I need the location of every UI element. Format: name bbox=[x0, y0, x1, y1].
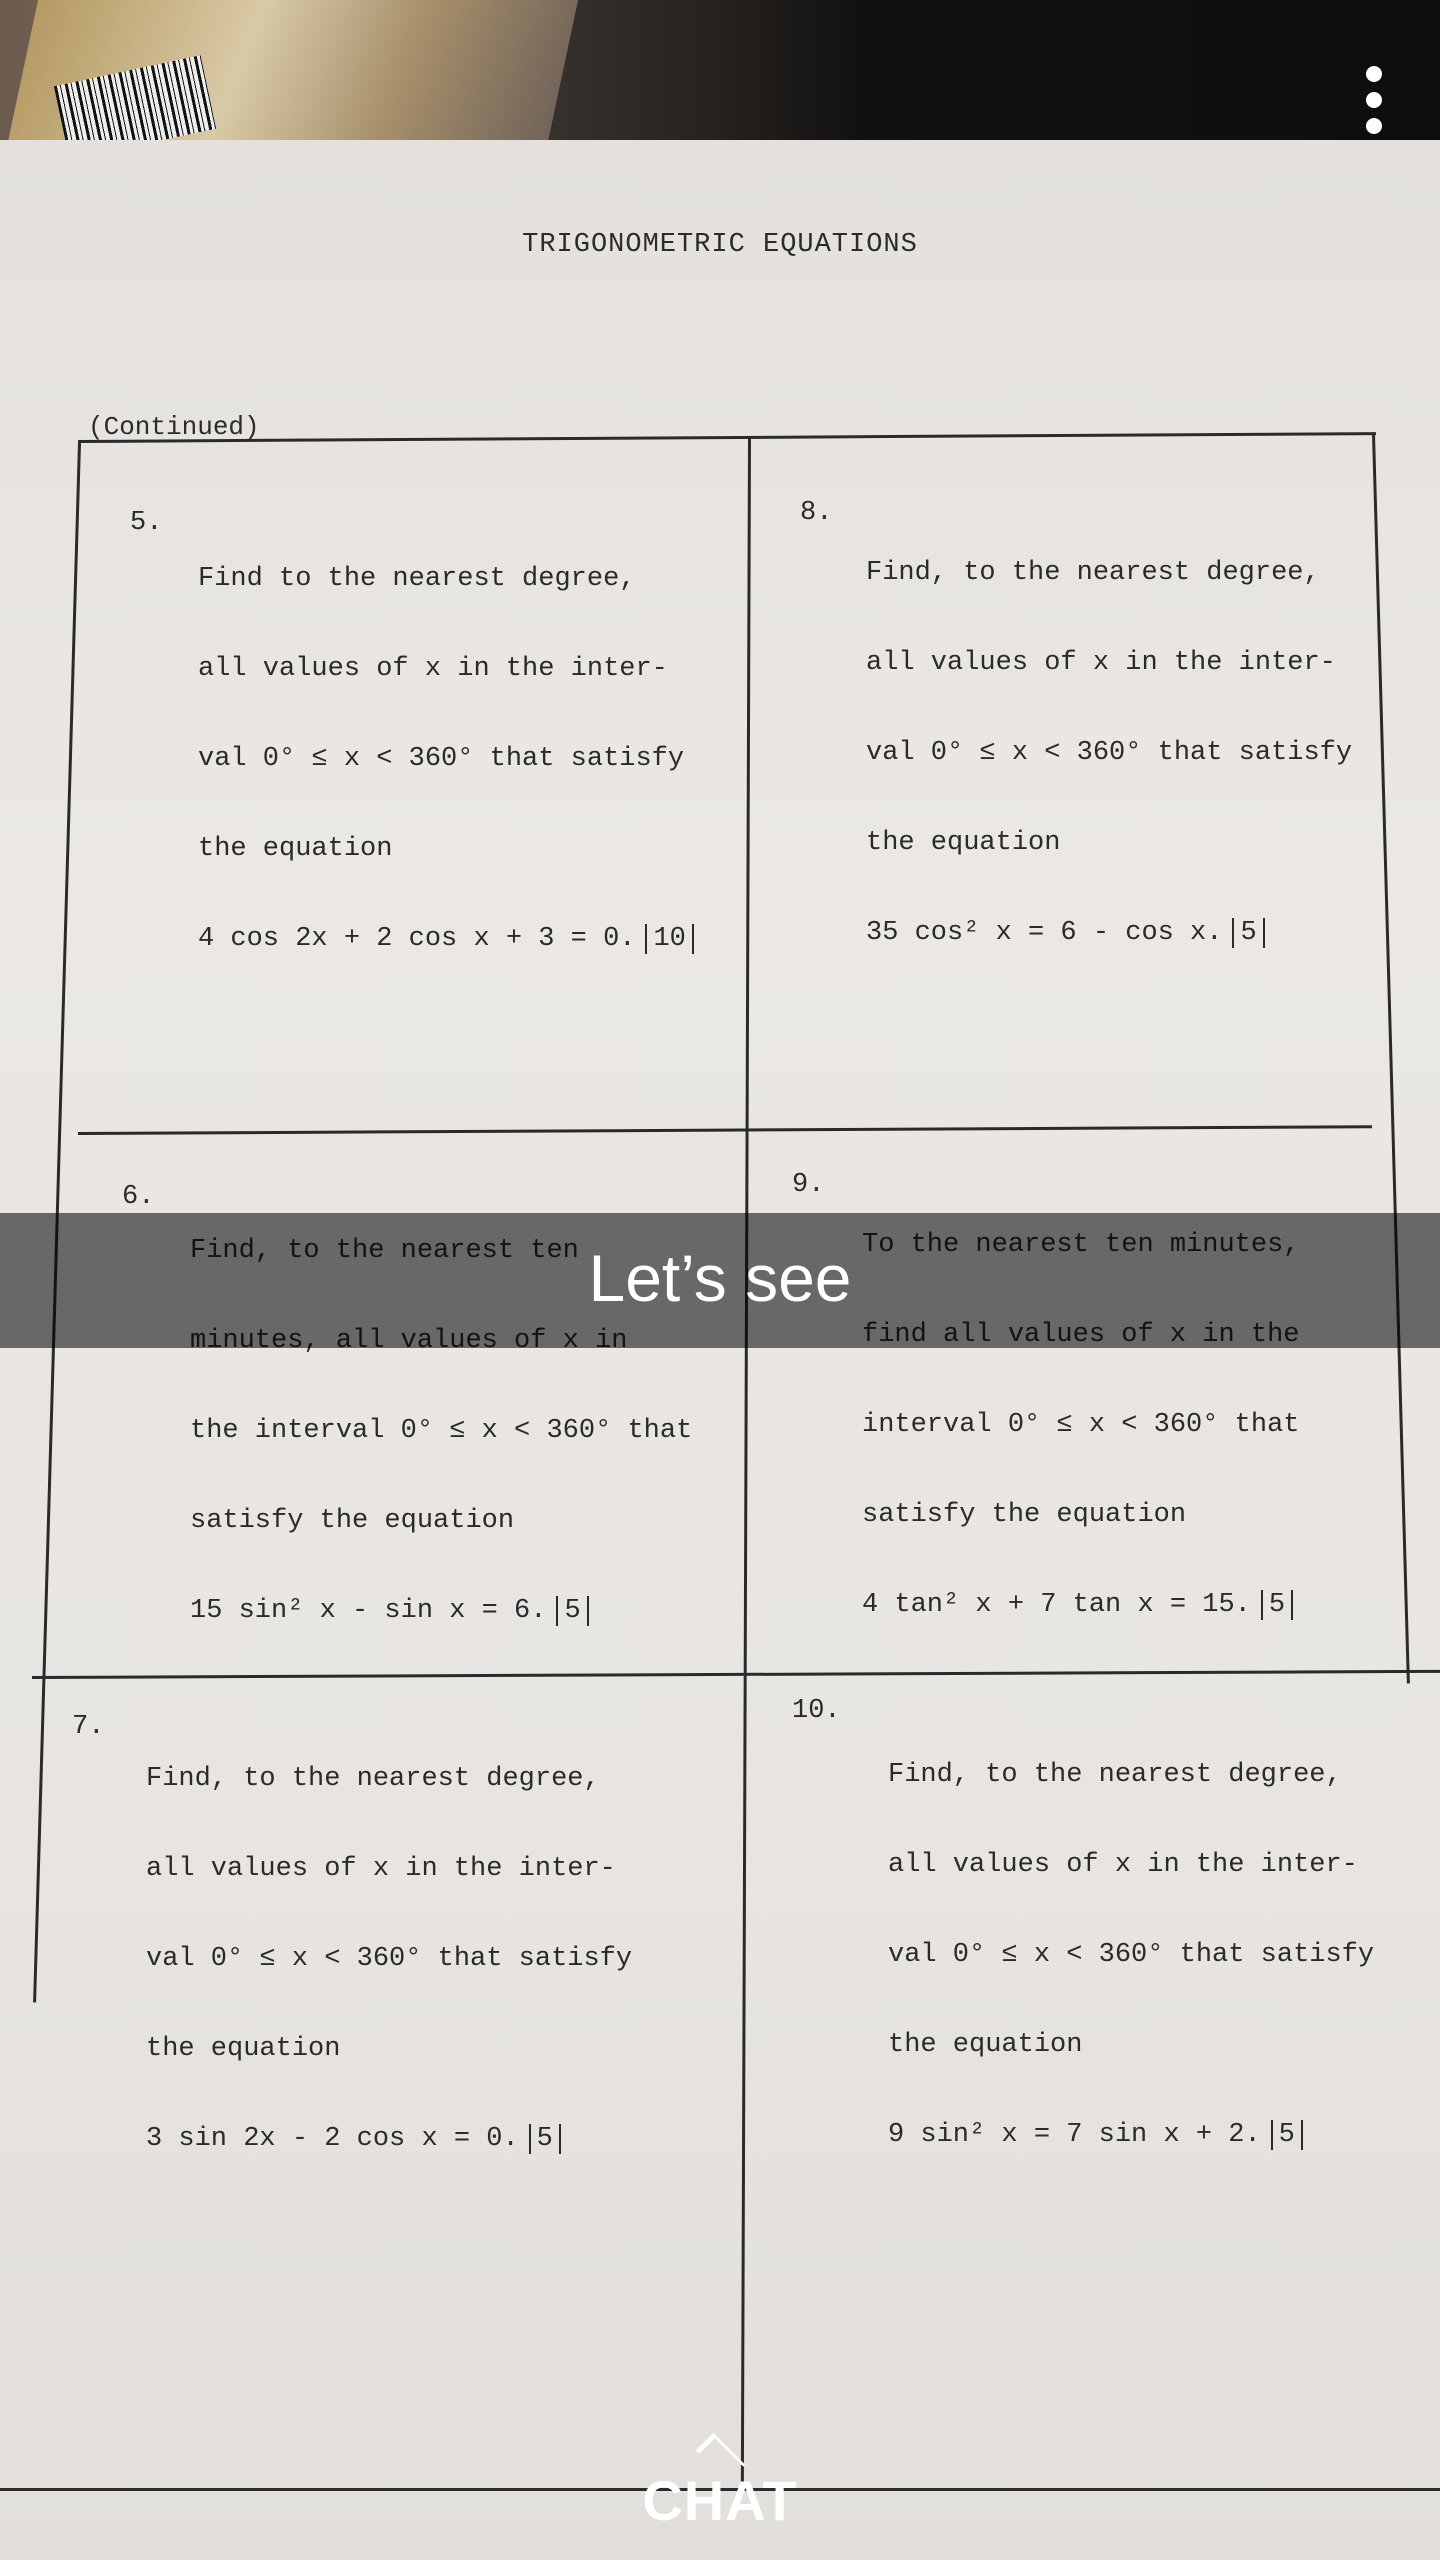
menu-dot bbox=[1366, 92, 1382, 108]
problem-text bbox=[888, 1700, 1374, 2180]
problem-text bbox=[866, 498, 1352, 978]
problem-equation: 15 sin² x - sin x = 6. bbox=[190, 1596, 547, 1626]
points-badge: 5 bbox=[1271, 2120, 1303, 2150]
problem-number: 9. bbox=[792, 1170, 825, 1200]
points-badge: 5 bbox=[529, 2124, 561, 2154]
problem-equation: 35 cos² x = 6 - cos x. bbox=[866, 918, 1223, 948]
problem-line: all values of x in the inter- bbox=[888, 1850, 1358, 1880]
problem-line: val 0° ≤ x < 360° that satisfy bbox=[146, 1944, 633, 1974]
problem-line: satisfy the equation bbox=[190, 1506, 515, 1536]
problem-number: 5. bbox=[130, 508, 163, 538]
problem-equation: 9 sin² x = 7 sin x + 2. bbox=[888, 2120, 1261, 2150]
problem-line: the equation bbox=[198, 834, 393, 864]
problem-line: Find, to the nearest degree, bbox=[866, 558, 1320, 588]
problem-line: all values of x in the inter- bbox=[146, 1854, 616, 1884]
problem-line: all values of x in the inter- bbox=[866, 648, 1336, 678]
points-badge: 10 bbox=[645, 924, 693, 954]
problem-line: Find to the nearest degree, bbox=[198, 564, 636, 594]
problem-line: Find, to the nearest degree, bbox=[888, 1760, 1342, 1790]
problem-number: 7. bbox=[72, 1712, 105, 1742]
problem-line: Find, to the nearest degree, bbox=[146, 1764, 600, 1794]
problem-line: the equation bbox=[888, 2030, 1083, 2060]
points-badge: 5 bbox=[1232, 918, 1264, 948]
problem-line: val 0° ≤ x < 360° that satisfy bbox=[888, 1940, 1375, 1970]
caption-text: Let’s see bbox=[588, 1241, 852, 1315]
chat-button[interactable] bbox=[620, 2435, 820, 2533]
menu-dot bbox=[1366, 118, 1382, 134]
points-badge: 5 bbox=[556, 1596, 588, 1626]
points-badge: 5 bbox=[1261, 1590, 1293, 1620]
problem-line: val 0° ≤ x < 360° that satisfy bbox=[866, 738, 1353, 768]
problem-equation: 4 cos 2x + 2 cos x + 3 = 0. bbox=[198, 924, 636, 954]
problem-equation: 4 tan² x + 7 tan x = 15. bbox=[862, 1590, 1251, 1620]
menu-dot bbox=[1366, 66, 1382, 82]
problem-line: val 0° ≤ x < 360° that satisfy bbox=[198, 744, 685, 774]
problem-number: 6. bbox=[122, 1182, 155, 1212]
problem-line: interval 0° ≤ x < 360° that bbox=[862, 1410, 1300, 1440]
more-vertical-icon[interactable] bbox=[1366, 66, 1384, 138]
chat-label: CHAT bbox=[642, 2469, 798, 2532]
problem-line: the interval 0° ≤ x < 360° that bbox=[190, 1416, 693, 1446]
problem-line: the equation bbox=[146, 2034, 341, 2064]
problem-text bbox=[198, 504, 694, 984]
problem-equation: 3 sin 2x - 2 cos x = 0. bbox=[146, 2124, 519, 2154]
page-title: TRIGONOMETRIC EQUATIONS bbox=[522, 230, 918, 260]
problem-line: satisfy the equation bbox=[862, 1500, 1187, 1530]
problem-number: 8. bbox=[800, 498, 833, 528]
continued-label: (Continued) bbox=[88, 412, 260, 442]
problem-line: the equation bbox=[866, 828, 1061, 858]
problem-text bbox=[146, 1704, 632, 2184]
problem-line: all values of x in the inter- bbox=[198, 654, 668, 684]
problem-number: 10. bbox=[792, 1696, 841, 1726]
